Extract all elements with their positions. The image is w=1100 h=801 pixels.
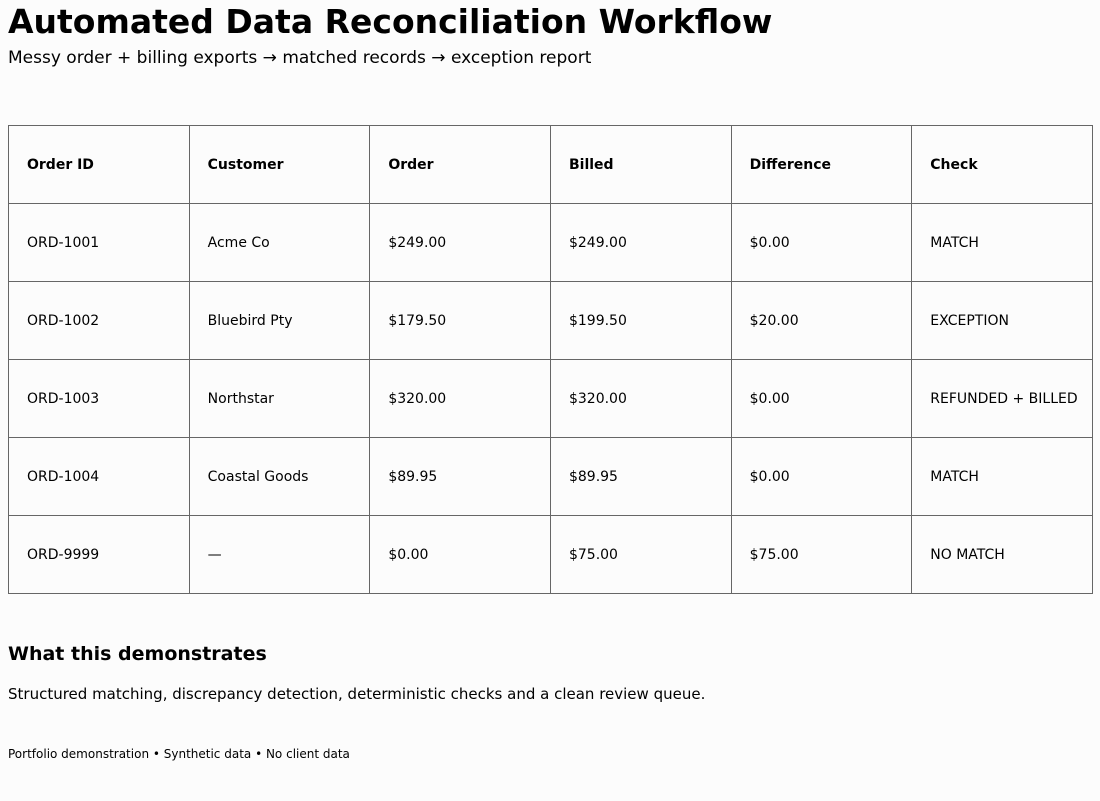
cell-order: $179.50	[370, 282, 551, 360]
column-header-check: Check	[912, 126, 1093, 204]
cell-check: NO MATCH	[912, 516, 1093, 594]
cell-order-id: ORD-1004	[9, 438, 190, 516]
cell-customer: —	[189, 516, 370, 594]
table-row	[9, 360, 1093, 438]
cell-difference: $20.00	[731, 282, 912, 360]
cell-billed: $249.00	[550, 204, 731, 282]
table-header-row	[9, 126, 1093, 204]
cell-difference: $0.00	[731, 360, 912, 438]
column-header-billed: Billed	[550, 126, 731, 204]
cell-billed: $75.00	[550, 516, 731, 594]
cell-customer: Northstar	[189, 360, 370, 438]
footer-note: Portfolio demonstration • Synthetic data • No client data	[8, 747, 350, 761]
cell-order: $0.00	[370, 516, 551, 594]
table-row	[9, 282, 1093, 360]
column-header-order-id: Order ID	[9, 126, 190, 204]
cell-difference: $75.00	[731, 516, 912, 594]
section-title: What this demonstrates	[8, 643, 267, 665]
cell-order-id: ORD-9999	[9, 516, 190, 594]
cell-billed: $320.00	[550, 360, 731, 438]
cell-billed: $199.50	[550, 282, 731, 360]
cell-check: MATCH	[912, 204, 1093, 282]
cell-billed: $89.95	[550, 438, 731, 516]
column-header-customer: Customer	[189, 126, 370, 204]
cell-order-id: ORD-1002	[9, 282, 190, 360]
cell-customer: Acme Co	[189, 204, 370, 282]
table-row	[9, 204, 1093, 282]
page-subtitle: Messy order + billing exports → matched records → exception report	[8, 48, 592, 68]
table-row	[9, 516, 1093, 594]
cell-difference: $0.00	[731, 204, 912, 282]
cell-difference: $0.00	[731, 438, 912, 516]
cell-customer: Coastal Goods	[189, 438, 370, 516]
cell-check: REFUNDED + BILLED	[912, 360, 1093, 438]
section-body: Structured matching, discrepancy detection, deterministic checks and a clean review queue.	[8, 685, 706, 703]
cell-order: $89.95	[370, 438, 551, 516]
column-header-difference: Difference	[731, 126, 912, 204]
cell-order: $320.00	[370, 360, 551, 438]
column-header-order: Order	[370, 126, 551, 204]
page-title: Automated Data Reconciliation Workflow	[8, 2, 773, 41]
reconciliation-table	[8, 125, 1093, 594]
cell-order-id: ORD-1001	[9, 204, 190, 282]
cell-check: EXCEPTION	[912, 282, 1093, 360]
cell-order: $249.00	[370, 204, 551, 282]
table-row	[9, 438, 1093, 516]
cell-customer: Bluebird Pty	[189, 282, 370, 360]
cell-check: MATCH	[912, 438, 1093, 516]
cell-order-id: ORD-1003	[9, 360, 190, 438]
